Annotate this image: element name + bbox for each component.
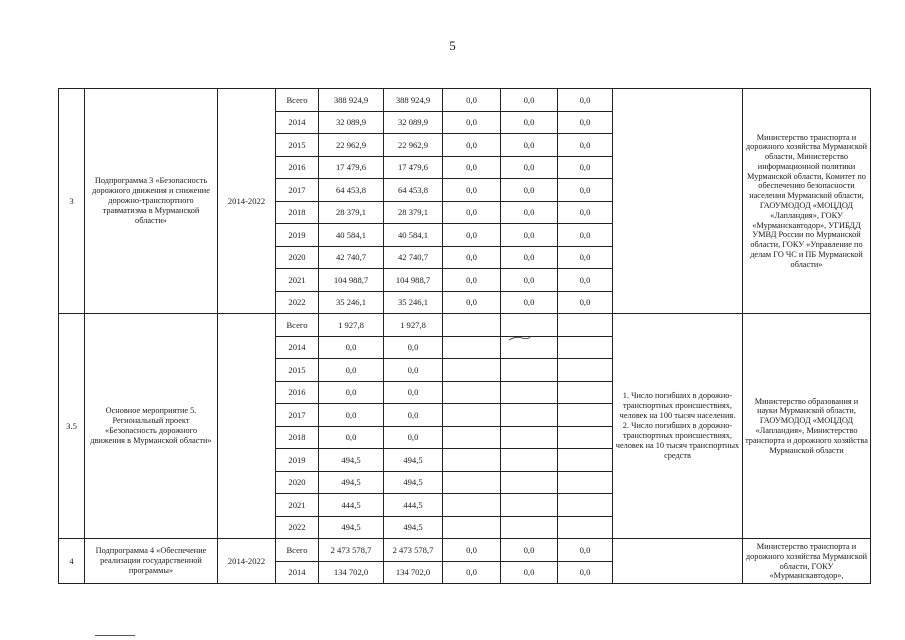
total-cell: 35 246,1 <box>318 291 383 314</box>
year-cell: 2019 <box>275 223 318 246</box>
total-cell: 17 479,6 <box>318 156 383 179</box>
year-cell: 2019 <box>275 448 318 471</box>
year-cell: 2022 <box>275 516 318 539</box>
section-name: Подпрограмма 4 «Обеспечение реализации государственной программы» <box>84 538 217 583</box>
budget-cell: 0,0 <box>557 156 612 179</box>
total-cell: 388 924,9 <box>318 88 383 111</box>
budget-cell: 104 988,7 <box>383 268 442 291</box>
budget-cell: 0,0 <box>442 201 500 224</box>
section-period <box>217 313 275 538</box>
budget-cell: 0,0 <box>557 223 612 246</box>
budget-cell: 0,0 <box>557 561 612 584</box>
section-name: Подпрограмма 3 «Безопасность дорожного движения и снижение дорожно-транспортного травматизма в Мурманской области» <box>84 88 217 313</box>
budget-cell <box>500 403 557 426</box>
budget-cell: 0,0 <box>383 426 442 449</box>
budget-cell <box>442 516 500 539</box>
page-number: 5 <box>449 38 456 53</box>
total-cell: 0,0 <box>318 381 383 404</box>
year-cell: 2015 <box>275 133 318 156</box>
responsible-cell: Министерство транспорта и дорожного хозяйства Мурманской области, Министерство информационной политики Мурманской области, Комитет по обеспечению безопасности населения Мурманской области, ГАОУМОДОД «МОЦДОД «Лапландия», ГОКУ «Мурманскавтодор», УГИБДД УМВД России по Мурманской области, ГОКУ «Управление по делам ГО ЧС и ПБ Мурманской области» <box>742 88 871 313</box>
budget-cell <box>442 403 500 426</box>
section-name: Основное мероприятие 5. Региональный проект «Безопасность дорожного движения в Мурманской области» <box>84 313 217 538</box>
budget-cell: 0,0 <box>500 268 557 291</box>
budget-cell: 0,0 <box>500 133 557 156</box>
total-cell: 28 379,1 <box>318 201 383 224</box>
budget-cell: 0,0 <box>557 178 612 201</box>
budget-cell: 0,0 <box>442 178 500 201</box>
budget-cell <box>500 358 557 381</box>
section-period: 2014-2022 <box>217 538 275 583</box>
year-cell: 2018 <box>275 426 318 449</box>
budget-cell <box>442 358 500 381</box>
budget-cell: 0,0 <box>500 156 557 179</box>
budget-cell: 134 702,0 <box>383 561 442 584</box>
total-cell: 1 927,8 <box>318 313 383 336</box>
budget-cell: 0,0 <box>557 133 612 156</box>
budget-cell: 0,0 <box>383 336 442 359</box>
budget-cell: 0,0 <box>383 403 442 426</box>
year-cell: 2021 <box>275 493 318 516</box>
budget-cell: 0,0 <box>383 381 442 404</box>
responsible-cell: Министерство образования и науки Мурманской области, ГАОУМОДОД «МОЦДОД «Лапландия», Министерство транспорта и дорожного хозяйства Мурманской области <box>742 313 871 538</box>
budget-cell: 35 246,1 <box>383 291 442 314</box>
responsible-cell: Министерство транспорта и дорожного хозяйства Мурманской области, ГОКУ «Мурманскавтодор», <box>742 538 871 583</box>
budget-cell: 0,0 <box>500 178 557 201</box>
total-cell: 0,0 <box>318 358 383 381</box>
budget-cell: 0,0 <box>442 291 500 314</box>
budget-cell: 0,0 <box>557 246 612 269</box>
section-number: 4 <box>58 538 84 583</box>
pen-mark <box>508 335 532 341</box>
budget-cell: 0,0 <box>442 223 500 246</box>
total-cell: 494,5 <box>318 448 383 471</box>
budget-cell: 0,0 <box>557 268 612 291</box>
section-period: 2014-2022 <box>217 88 275 313</box>
budget-cell <box>557 403 612 426</box>
total-cell: 444,5 <box>318 493 383 516</box>
budget-cell: 22 962,9 <box>383 133 442 156</box>
budget-cell <box>442 493 500 516</box>
total-cell: 104 988,7 <box>318 268 383 291</box>
budget-cell: 0,0 <box>557 291 612 314</box>
budget-cell: 0,0 <box>442 156 500 179</box>
budget-cell: 2 473 578,7 <box>383 538 442 561</box>
budget-cell: 494,5 <box>383 448 442 471</box>
year-cell: 2018 <box>275 201 318 224</box>
year-cell: 2016 <box>275 156 318 179</box>
budget-cell <box>442 381 500 404</box>
budget-cell: 40 584,1 <box>383 223 442 246</box>
budget-cell: 388 924,9 <box>383 88 442 111</box>
budget-cell: 0,0 <box>500 223 557 246</box>
total-cell: 0,0 <box>318 336 383 359</box>
total-cell: 494,5 <box>318 516 383 539</box>
budget-cell: 0,0 <box>557 201 612 224</box>
total-cell: 22 962,9 <box>318 133 383 156</box>
budget-cell: 0,0 <box>557 111 612 134</box>
year-cell: 2021 <box>275 268 318 291</box>
indicators-cell <box>612 538 742 583</box>
budget-cell <box>442 471 500 494</box>
budget-cell: 17 479,6 <box>383 156 442 179</box>
budget-cell: 1 927,8 <box>383 313 442 336</box>
budget-cell: 0,0 <box>442 133 500 156</box>
year-cell: 2020 <box>275 246 318 269</box>
budget-cell <box>442 426 500 449</box>
footer-line <box>95 635 135 636</box>
year-cell: 2015 <box>275 358 318 381</box>
budget-cell: 0,0 <box>557 538 612 561</box>
budget-cell <box>442 313 500 336</box>
budget-cell: 0,0 <box>500 538 557 561</box>
total-cell: 134 702,0 <box>318 561 383 584</box>
budget-cell <box>500 313 557 336</box>
year-cell: 2014 <box>275 561 318 584</box>
budget-cell: 32 089,9 <box>383 111 442 134</box>
budget-cell <box>557 313 612 336</box>
budget-cell: 444,5 <box>383 493 442 516</box>
budget-cell: 0,0 <box>442 88 500 111</box>
budget-cell: 0,0 <box>442 246 500 269</box>
budget-cell: 0,0 <box>500 561 557 584</box>
budget-cell: 0,0 <box>500 246 557 269</box>
budget-cell <box>557 381 612 404</box>
budget-cell: 0,0 <box>500 291 557 314</box>
budget-cell <box>557 493 612 516</box>
budget-cell: 494,5 <box>383 516 442 539</box>
year-cell: Всего <box>275 88 318 111</box>
section-number: 3.5 <box>58 313 84 538</box>
table-bottom-border <box>58 583 871 584</box>
budget-cell <box>557 358 612 381</box>
indicators-text: 1. Число погибших в дорожно-транспортных происшествиях, человек на 100 тысяч населения. 2. Число погибших в дорожно-транспортных происшествиях, человек на 10 тысяч транспортных средств <box>615 391 740 460</box>
year-cell: 2017 <box>275 403 318 426</box>
year-cell: 2020 <box>275 471 318 494</box>
budget-cell: 28 379,1 <box>383 201 442 224</box>
year-cell: 2016 <box>275 381 318 404</box>
total-cell: 2 473 578,7 <box>318 538 383 561</box>
total-cell: 40 584,1 <box>318 223 383 246</box>
budget-cell: 0,0 <box>383 358 442 381</box>
budget-cell: 0,0 <box>442 538 500 561</box>
budget-cell <box>500 426 557 449</box>
year-cell: Всего <box>275 538 318 561</box>
budget-cell: 42 740,7 <box>383 246 442 269</box>
year-cell: 2014 <box>275 336 318 359</box>
budget-cell: 0,0 <box>500 201 557 224</box>
year-cell: 2014 <box>275 111 318 134</box>
budget-cell <box>500 448 557 471</box>
budget-cell: 0,0 <box>442 268 500 291</box>
budget-cell: 0,0 <box>500 111 557 134</box>
total-cell: 42 740,7 <box>318 246 383 269</box>
budget-cell <box>500 471 557 494</box>
budget-cell: 0,0 <box>442 561 500 584</box>
budget-cell <box>557 471 612 494</box>
total-cell: 0,0 <box>318 426 383 449</box>
budget-cell <box>557 426 612 449</box>
budget-cell <box>557 516 612 539</box>
indicators-cell <box>612 313 742 538</box>
year-cell: Всего <box>275 313 318 336</box>
indicators-cell <box>612 88 742 313</box>
budget-cell: 0,0 <box>442 111 500 134</box>
budget-cell: 494,5 <box>383 471 442 494</box>
total-cell: 32 089,9 <box>318 111 383 134</box>
year-cell: 2022 <box>275 291 318 314</box>
budget-cell <box>442 336 500 359</box>
budget-cell <box>500 493 557 516</box>
year-cell: 2017 <box>275 178 318 201</box>
budget-cell <box>557 336 612 359</box>
budget-cell: 64 453,8 <box>383 178 442 201</box>
budget-cell <box>500 381 557 404</box>
section-number: 3 <box>58 88 84 313</box>
total-cell: 494,5 <box>318 471 383 494</box>
budget-cell: 0,0 <box>500 88 557 111</box>
budget-cell <box>442 448 500 471</box>
total-cell: 64 453,8 <box>318 178 383 201</box>
budget-cell: 0,0 <box>557 88 612 111</box>
budget-cell <box>500 516 557 539</box>
total-cell: 0,0 <box>318 403 383 426</box>
budget-cell <box>557 448 612 471</box>
